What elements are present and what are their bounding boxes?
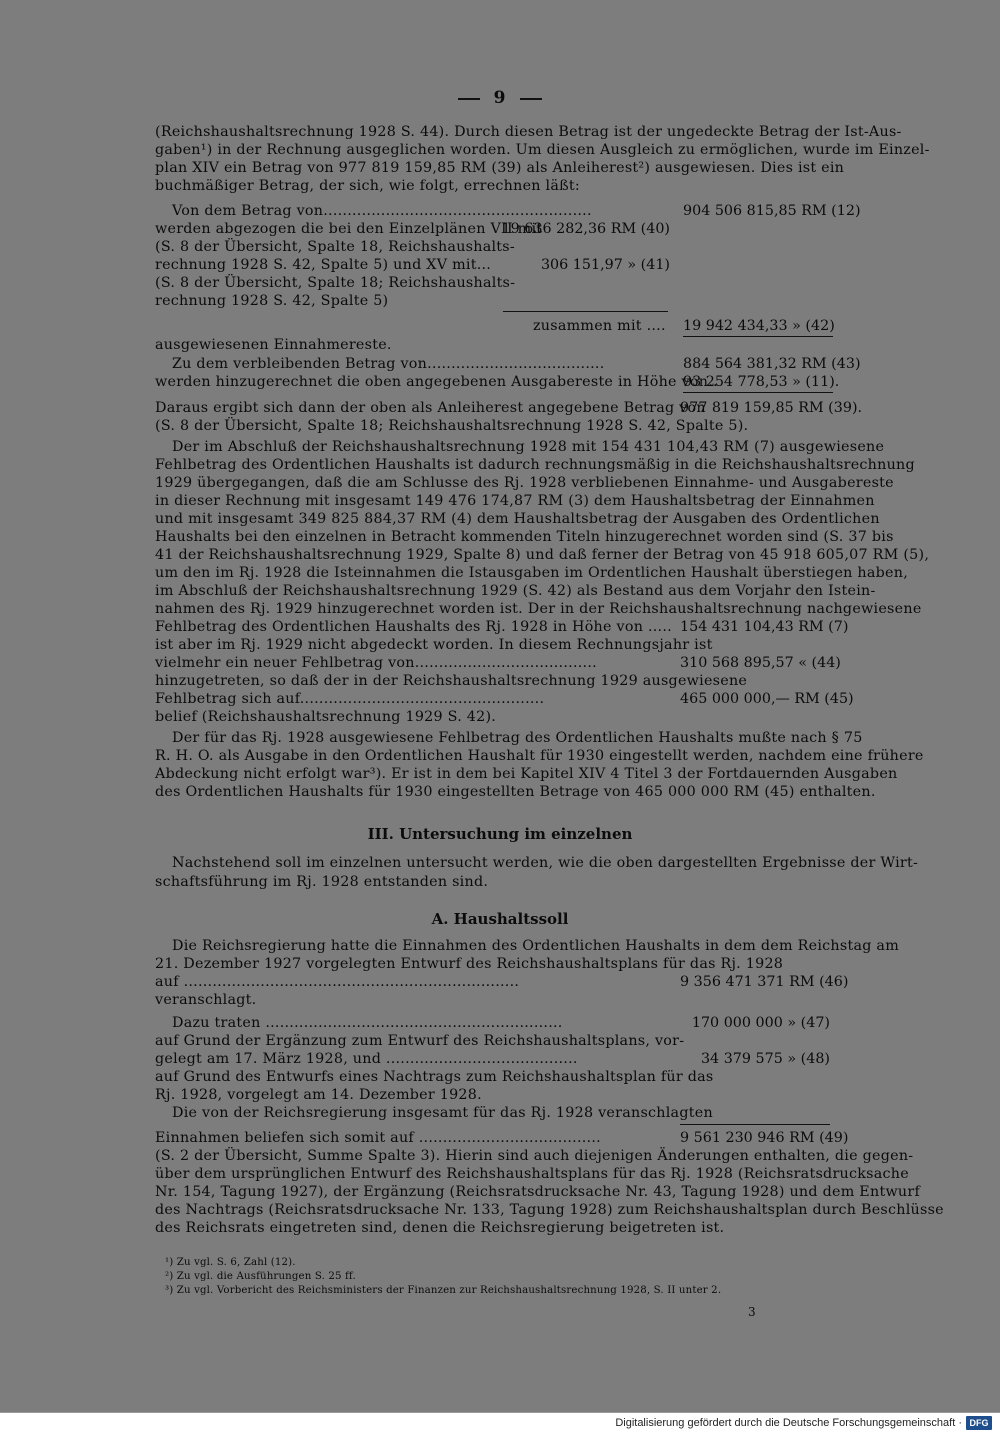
- text-line: gelegt am 17. März 1928, und ........................................: [155, 1051, 578, 1067]
- text-line: und mit insgesamt 349 825 884,37 RM (4) dem Haushaltsbetrag der Ausgaben des Ordentlichen: [155, 511, 880, 527]
- text-line: Die von der Reichsregierung insgesamt für das Rj. 1928 veranschlagten: [172, 1105, 713, 1121]
- text-line: auf Grund der Ergänzung zum Entwurf des Reichshaushaltsplans, vor-: [155, 1033, 685, 1049]
- sum-rule: [503, 311, 668, 312]
- text-line: Dazu traten ..............................................................: [172, 1015, 563, 1031]
- amount-value: 306 151,97 » (41): [540, 257, 670, 273]
- text-line: 41 der Reichshaushaltsrechnung 1929, Spalte 8) und daß ferner der Betrag von 45 918 605,07 RM (5),: [155, 547, 930, 563]
- text-line: werden hinzugerechnet die oben angegebenen Ausgabereste in Höhe von..: [155, 374, 718, 390]
- footnote-1: ¹) Zu vgl. S. 6, Zahl (12).: [165, 1257, 296, 1268]
- text-line: Fehlbetrag des Ordentlichen Haushalts des Rj. 1928 in Höhe von .....: [155, 619, 672, 635]
- text-line: in dieser Rechnung mit insgesamt 149 476 174,87 RM (3) dem Haushaltsbetrag der Einnahmen: [155, 493, 875, 509]
- text-line: zusammen mit ....: [533, 318, 666, 334]
- text-line: über dem ursprünglichen Entwurf des Reichshaushaltsplans für das Rj. 1928 (Reichsratsdrucksache: [155, 1166, 909, 1182]
- text-line: Der für das Rj. 1928 ausgewiesene Fehlbetrag des Ordentlichen Haushalts mußte nach § 75: [172, 730, 863, 746]
- text-line: plan XIV ein Betrag von 977 819 159,85 RM (39) als Anleiherest²) ausgewiesen. Dies ist ein: [155, 160, 845, 176]
- text-line: des Ordentlichen Haushalts für 1930 eingestellten Betrage von 465 000 000 RM (45) enthalten.: [155, 784, 876, 800]
- text-line: rechnung 1928 S. 42, Spalte 5): [155, 293, 389, 309]
- amount-value: 170 000 000 » (47): [691, 1015, 830, 1031]
- text-line: 21. Dezember 1927 vorgelegten Entwurf des Reichshaushaltsplans für das Rj. 1928: [155, 956, 784, 972]
- amount-value: 884 564 381,32 RM (43): [683, 356, 861, 372]
- page-number-line: [0, 88, 1000, 108]
- text-line: hinzugetreten, so daß der in der Reichshaushaltsrechnung 1929 ausgewiesene: [155, 673, 748, 689]
- amount-value: 310 568 895,57 « (44): [680, 655, 841, 671]
- text-line: belief (Reichshaushaltsrechnung 1929 S. 42).: [155, 709, 497, 725]
- sum-rule: [680, 1124, 830, 1125]
- text-line: gaben¹) in der Rechnung ausgeglichen worden. Um diesen Ausgleich zu ermöglichen, wurde im Einzel-: [155, 142, 930, 158]
- text-line: buchmäßiger Betrag, der sich, wie folgt, errechnen läßt:: [155, 178, 580, 194]
- amount-value: 904 506 815,85 RM (12): [683, 203, 861, 219]
- footer-bar: [0, 1412, 1000, 1435]
- text-line: (S. 8 der Übersicht, Spalte 18; Reichshaushaltsrechnung 1928 S. 42, Spalte 5).: [155, 418, 749, 434]
- text-line: Rj. 1928, vorgelegt am 14. Dezember 1928.: [155, 1087, 482, 1103]
- text-line: (S. 8 der Übersicht, Spalte 18, Reichshaushalts-: [155, 239, 515, 255]
- text-line: Fehlbetrag des Ordentlichen Haushalts ist dadurch rechnungsmäßig in die Reichshaushaltsrechnung: [155, 457, 915, 473]
- text-line: im Abschluß der Reichshaushaltsrechnung 1929 (S. 42) als Bestand aus dem Vorjahr den Istein-: [155, 583, 876, 599]
- subsection-heading: A. Haushaltssoll: [431, 910, 569, 928]
- text-line: Die Reichsregierung hatte die Einnahmen des Ordentlichen Haushalts in dem dem Reichstag am: [172, 938, 900, 954]
- text-line: des Nachtrags (Reichsratsdrucksache Nr. 133, Tagung 1928) zum Reichshaushaltsplan durch Beschlüsse: [155, 1202, 944, 1218]
- section-heading: III. Untersuchung im einzelnen: [367, 825, 633, 843]
- text-line: auf Grund des Entwurfs eines Nachtrags zum Reichshaushaltsplan für das: [155, 1069, 714, 1085]
- text-line: Zu dem verbleibenden Betrag von.....................................: [172, 356, 605, 372]
- text-line: nahmen des Rj. 1929 hinzugerechnet worden ist. Der in der Reichshaushaltsrechnung nachgewiesene: [155, 601, 922, 617]
- text-line: ist aber im Rj. 1929 nicht abgedeckt worden. In diesem Rechnungsjahr ist: [155, 637, 713, 653]
- text-line: rechnung 1928 S. 42, Spalte 5) und XV mit...: [155, 257, 492, 273]
- footnote-3: ³) Zu vgl. Vorbericht des Reichsministers der Finanzen zur Reichshaushaltsrechnung 1928, S. II unter 2.: [165, 1285, 722, 1296]
- text-line: Der im Abschluß der Reichshaushaltsrechnung 1928 mit 154 431 104,43 RM (7) ausgewiesene: [172, 439, 885, 455]
- amount-value: 19 636 282,36 RM (40): [501, 221, 670, 237]
- text-line: Nachstehend soll im einzelnen untersucht werden, wie die oben dargestellten Ergebnisse der Wirt-: [172, 855, 919, 871]
- text-line: Fehlbetrag sich auf...................................................: [155, 691, 545, 707]
- sum-rule: [683, 336, 833, 337]
- text-line: (S. 8 der Übersicht, Spalte 18; Reichshaushalts-: [155, 275, 516, 291]
- text-line: vielmehr ein neuer Fehlbetrag von......................................: [155, 655, 597, 671]
- footnote-2: ²) Zu vgl. die Ausführungen S. 25 ff.: [165, 1271, 356, 1282]
- sum-rule: [683, 392, 833, 393]
- amount-value: 34 379 575 » (48): [700, 1051, 830, 1067]
- amount-value: 977 819 159,85 RM (39).: [680, 400, 863, 416]
- funding-notice: Digitalisierung gefördert durch die Deutsche Forschungsgemeinschaft ·: [615, 1417, 962, 1429]
- text-line: veranschlagt.: [155, 992, 257, 1008]
- text-line: Daraus ergibt sich dann der oben als Anleiherest angegebene Betrag von: [155, 400, 706, 416]
- amount-value: 465 000 000,— RM (45): [680, 691, 854, 707]
- text-line: Haushalts bei den einzelnen in Betracht kommenden Titeln hinzugerechnet worden sind (S. 37 bis: [155, 529, 894, 545]
- amount-value: 9 561 230 946 RM (49): [680, 1130, 849, 1146]
- text-line: 1929 übergegangen, daß die am Schlusse des Rj. 1928 verbliebenen Einnahme- und Ausgabereste: [155, 475, 894, 491]
- amount-value: 93 254 778,53 » (11).: [683, 374, 840, 390]
- amount-value: 19 942 434,33 » (42): [683, 318, 835, 334]
- sheet-number: 3: [748, 1305, 756, 1319]
- text-line: ausgewiesenen Einnahmereste.: [155, 337, 392, 353]
- right-dash: [520, 98, 542, 100]
- text-line: (S. 2 der Übersicht, Summe Spalte 3). Hierin sind auch diejenigen Änderungen enthalten, die gegen-: [155, 1148, 914, 1164]
- text-line: auf ......................................................................: [155, 974, 520, 990]
- text-line: (Reichshaushaltsrechnung 1928 S. 44). Durch diesen Betrag ist der ungedeckte Betrag der Ist-Aus-: [155, 124, 902, 140]
- text-line: des Reichsrats eingetreten sind, denen die Reichsregierung beigetreten ist.: [155, 1220, 725, 1236]
- text-line: werden abgezogen die bei den Einzelplänen VII mit: [155, 221, 543, 237]
- text-line: schaftsführung im Rj. 1928 entstanden sind.: [155, 874, 489, 890]
- amount-value: 154 431 104,43 RM (7): [680, 619, 849, 635]
- text-line: um den im Rj. 1928 die Isteinnahmen die Istausgaben im Ordentlichen Haushalt überstiegen haben,: [155, 565, 909, 581]
- text-line: Abdeckung nicht erfolgt war³). Er ist in dem bei Kapitel XIV 4 Titel 3 der Fortdauernden Ausgaben: [155, 766, 898, 782]
- text-line: R. H. O. als Ausgabe in den Ordentlichen Haushalt für 1930 eingestellt werden, nachdem eine frühere: [155, 748, 924, 764]
- left-dash: [458, 98, 480, 100]
- text-line: Von dem Betrag von........................................................: [172, 203, 592, 219]
- amount-value: 9 356 471 371 RM (46): [680, 974, 849, 990]
- page-number: 9: [493, 88, 507, 108]
- dfg-logo: DFG: [966, 1416, 992, 1430]
- text-line: Nr. 154, Tagung 1927), der Ergänzung (Reichsratsdrucksache Nr. 43, Tagung 1928) und dem Entwurf: [155, 1184, 921, 1200]
- text-line: Einnahmen beliefen sich somit auf ......................................: [155, 1130, 601, 1146]
